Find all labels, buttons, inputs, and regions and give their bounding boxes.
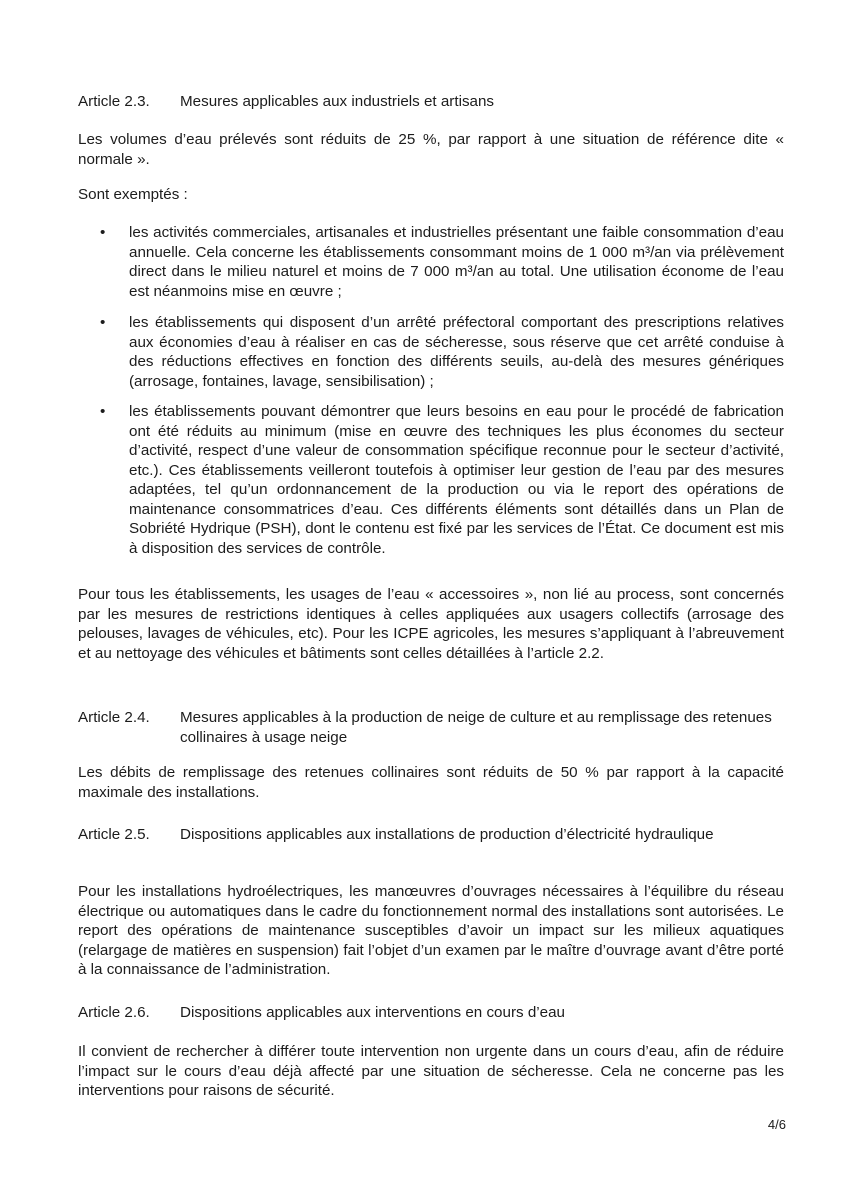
article-title: Mesures applicables aux industriels et artisans	[180, 93, 495, 110]
article-number: Article 2.6.	[78, 1004, 150, 1021]
list-item	[78, 402, 784, 558]
article-2-4-body: Les débits de remplissage des retenues collinaires sont réduits de 50 % par rapport à la capacité maximale des installations.	[78, 764, 784, 801]
article-2-3-heading	[78, 92, 778, 112]
page-number: 4/6	[767, 1117, 786, 1132]
article-title: Dispositions applicables aux interventions en cours d’eau	[180, 1004, 565, 1021]
bullet-icon: •	[100, 314, 106, 331]
article-2-6-body: Il convient de rechercher à différer toute intervention non urgente dans un cours d’eau, afin de réduire l’impact sur le cours d’eau déjà affecté par une situation de sécheresse. Cela ne concerne pas les interventions pour raisons de sécurité.	[78, 1043, 784, 1099]
article-number: Article 2.3.	[78, 93, 150, 110]
article-number: Article 2.5.	[78, 826, 150, 843]
exemptions-label: Sont exemptés :	[78, 186, 188, 203]
bullet-icon: •	[100, 224, 106, 241]
article-title: Dispositions applicables aux installations de production d’électricité hydraulique	[180, 826, 714, 843]
list-item-text: les établissements pouvant démontrer que leurs besoins en eau pour le procédé de fabrication ont été réduits au minimum (mise en œuvre des techniques les plus économes du secteur d’activité, respect d’une valeur de consommation spécifique reconnue pour le secteur d’activité, etc.). Ces établissements veilleront toutefois à optimiser leur gestion de l’eau par des mesures adaptées, tel qu’un ordonnancement de la production ou via le report des opérations de maintenance consommatrices d’eau. Ces différents éléments sont détaillés dans un Plan de Sobriété Hydrique (PSH), dont le contenu est fixé par les services de l’État. Ce document est mis à disposition des services de contrôle.	[129, 403, 784, 557]
article-number: Article 2.4.	[78, 709, 150, 726]
article-2-6-heading	[78, 1003, 778, 1023]
article-2-5-body: Pour les installations hydroélectriques, les manœuvres d’ouvrages nécessaires à l’équilibre du réseau électrique ou automatiques dans le cadre du fonctionnement normal des installations sont autorisées. Le report des opérations de maintenance susceptibles d’avoir un impact sur les milieux aquatiques (relargage de matières en suspension) fait l’objet d’un examen par le maître d’ouvrage avant d’être porté à la connaissance de l’administration.	[78, 883, 784, 978]
list-item-text: les activités commerciales, artisanales et industrielles présentant une faible consommation d’eau annuelle. Cela concerne les établissements consommant moins de 1 000 m³/an via prélèvement direct dans le milieu naturel et moins de 7 000 m³/an au total. Une utilisation économe de l’eau est néanmoins mise en œuvre ;	[129, 224, 784, 300]
list-item	[78, 313, 784, 391]
article-2-4-heading	[78, 708, 778, 747]
bullet-icon: •	[100, 403, 106, 420]
list-item-text: les établissements qui disposent d’un arrêté préfectoral comportant des prescriptions relatives aux économies d’eau à réaliser en cas de sécheresse, sous réserve que cet arrêté conduise à des réductions effectives en fonction des différents seuils, au-delà des mesures génériques (arrosage, fontaines, lavage, sensibilisation) ;	[129, 314, 784, 390]
article-2-3-intro: Les volumes d’eau prélevés sont réduits de 25 %, par rapport à une situation de référence dite « normale ».	[78, 131, 784, 168]
article-2-3-closing: Pour tous les établissements, les usages de l’eau « accessoires », non lié au process, sont concernés par les mesures de restrictions identiques à celles appliquées aux usagers collectifs (arrosage des pelouses, lavages de véhicules, etc). Pour les ICPE agricoles, les mesures s’appliquant à l’abreuvement et au nettoyage des véhicules et bâtiments sont celles détaillées à l’article 2.2.	[78, 586, 784, 662]
list-item	[78, 223, 784, 301]
article-2-5-heading	[78, 825, 778, 845]
article-title: Mesures applicables à la production de neige de culture et au remplissage des retenues collinaires à usage neige	[180, 709, 772, 746]
